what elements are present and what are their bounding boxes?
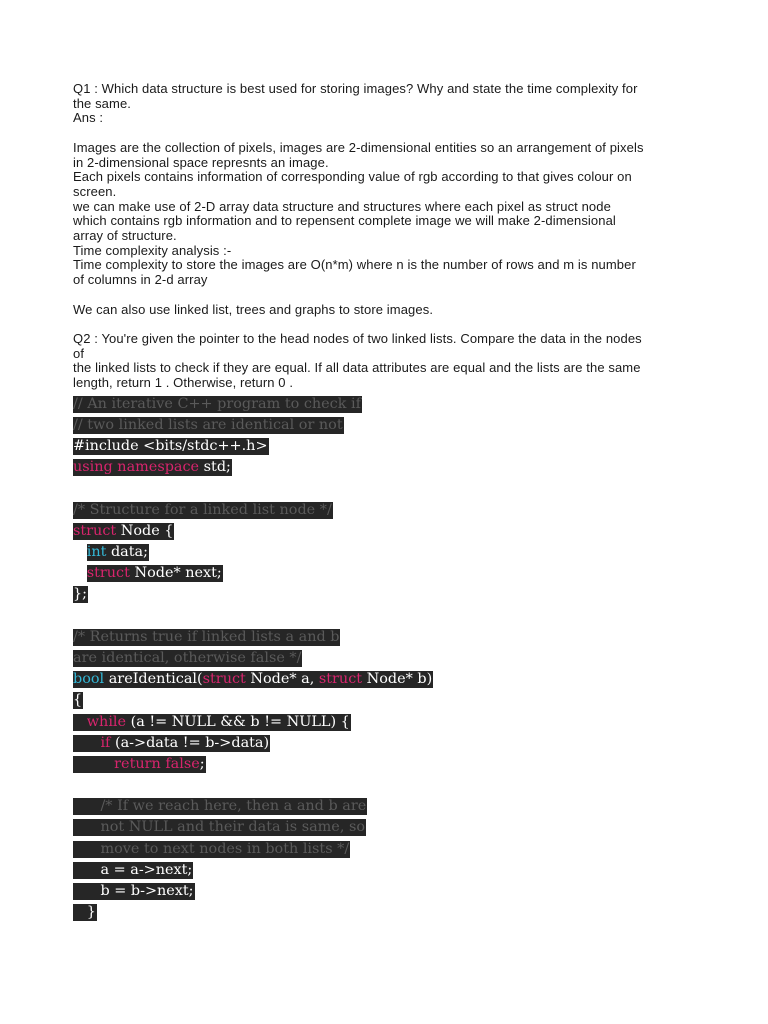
code-text: Node* a, <box>245 671 319 688</box>
q2-line: the linked lists to check if they are equal. If all data attributes are equal and the lists are the same <box>73 360 641 376</box>
code-text: } <box>86 904 96 921</box>
q1-answer-line: in 2-dimensional space represnts an image. <box>73 154 329 170</box>
code-comment: /* If we reach here, then a and b are <box>100 798 367 815</box>
q1-question-line: Q1 : Which data structure is best used for storing images? Why and state the time complexity for <box>73 81 638 96</box>
q1-answer-line: of columns in 2-d array <box>73 272 208 288</box>
q2-line: Q2 : You're given the pointer to the head nodes of two linked lists. Compare the data in the nodes <box>73 330 642 346</box>
q2-section <box>73 332 703 391</box>
q1-answer-line: screen. <box>73 183 117 199</box>
code-comment: // An iterative C++ program to check if <box>73 395 361 412</box>
code-block <box>73 394 703 924</box>
q1-answer-line: which contains rgb information and to repensent complete image we will make 2-dimensional <box>73 213 616 229</box>
q2-line: length, return 1 . Otherwise, return 0 . <box>73 375 294 391</box>
code-include: #include <bits/stdc++.h> <box>73 438 268 455</box>
code-text: { <box>73 692 83 709</box>
code-keyword: struct <box>318 671 363 688</box>
q1-answer-line: Time complexity analysis :- <box>73 242 232 258</box>
code-text: ; <box>199 755 205 772</box>
code-keyword: struct <box>86 565 130 582</box>
code-type: bool <box>73 671 105 688</box>
code-comment: not NULL and their data is same, so <box>100 819 366 836</box>
q2-line: of <box>73 345 85 361</box>
code-text: (a != NULL && b != NULL) { <box>126 713 350 730</box>
code-keyword: if <box>100 734 111 751</box>
q1-answer-line: Images are the collection of pixels, images are 2-dimensional entities so an arrangement of pixels <box>73 139 644 155</box>
code-text: std; <box>199 459 231 476</box>
q1-section <box>73 82 703 332</box>
q1-answer-line: Time complexity to store the images are O(n*m) where n is the number of rows and m is number <box>73 257 636 273</box>
code-comment: are identical, otherwise false */ <box>73 649 302 666</box>
code-text: b = b->next; <box>100 883 194 900</box>
code-text: }; <box>73 586 88 603</box>
q1-answer-line: we can make use of 2-D array data structure and structures where each pixel as struct node <box>73 198 611 214</box>
code-keyword: while <box>86 713 127 730</box>
code-comment: /* Returns true if linked lists a and b <box>73 628 340 645</box>
code-text: Node* next; <box>129 565 222 582</box>
code-comment: // two linked lists are identical or not <box>73 416 343 433</box>
code-keyword: struct <box>202 671 246 688</box>
q1-extra: We can also use linked list, trees and graphs to store images. <box>73 301 434 317</box>
document-page <box>73 82 703 923</box>
q1-answer-line: array of structure. <box>73 228 177 244</box>
code-text: areIdentical( <box>104 671 203 688</box>
code-type: int <box>86 544 107 561</box>
code-text: data; <box>106 544 148 561</box>
code-comment: move to next nodes in both lists */ <box>100 840 350 857</box>
code-keyword: return false <box>114 755 200 772</box>
code-keyword: using namespace <box>73 459 200 476</box>
code-text: Node* b) <box>362 671 433 688</box>
q1-answer-line: Each pixels contains information of corresponding value of rgb according to that gives colour on <box>73 169 632 185</box>
code-keyword: struct <box>73 522 117 539</box>
code-text: a = a->next; <box>100 861 193 878</box>
q1-ans-label: Ans : <box>73 110 104 126</box>
code-text: Node { <box>116 522 174 539</box>
code-comment: /* Structure for a linked list node */ <box>73 501 332 518</box>
code-text: (a->data != b->data) <box>110 734 270 751</box>
q1-question-line: the same. <box>73 95 131 111</box>
